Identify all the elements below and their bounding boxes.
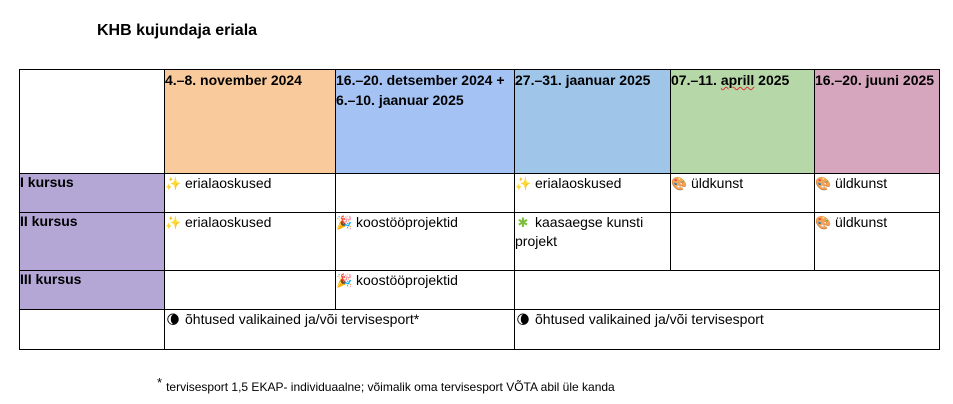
cell-r1-apr <box>671 174 815 213</box>
cell-evening-left <box>165 310 515 350</box>
cell-text: koostööprojektid <box>356 214 458 230</box>
header-june: 16.–20. juuni 2025 <box>815 70 940 174</box>
row-label-third-year: III kursus <box>20 271 165 310</box>
table-row <box>20 174 940 213</box>
cell-text: kaasaegse kunsti projekt <box>515 214 644 249</box>
cell-r2-jun <box>815 213 940 271</box>
cell-r2-nov <box>165 213 336 271</box>
magic-wand-icon: ✨ <box>515 176 532 191</box>
footnote-mark: * <box>157 375 163 390</box>
moon-icon: 🌘 <box>166 312 180 327</box>
cell-r2-dec <box>336 213 515 271</box>
header-april-dates: 07.–11. <box>671 72 721 88</box>
cell-text: õhtused valikained ja/või tervisesport <box>535 311 764 327</box>
cell-text: koostööprojektid <box>356 272 458 288</box>
pinata-icon: 🎉 <box>336 215 353 230</box>
magic-wand-icon: ✨ <box>165 215 182 230</box>
cell-r1-dec <box>336 174 515 213</box>
cell-r2-jan <box>515 213 671 271</box>
cell-text: erialaoskused <box>185 175 272 191</box>
palette-icon: 🎨 <box>815 176 832 191</box>
footnote <box>157 375 615 394</box>
cell-r1-nov <box>165 174 336 213</box>
row-label-second-year: II kursus <box>20 213 165 271</box>
header-january: 27.–31. jaanuar 2025 <box>515 70 671 174</box>
table-row <box>20 310 940 350</box>
header-december: 16.–20. detsember 2024 + 6.–10. jaanuar 2025 <box>336 70 515 174</box>
cell-r3-dec <box>336 271 515 310</box>
pinata-icon: 🎉 <box>336 273 353 288</box>
magic-wand-icon: ✨ <box>165 176 182 191</box>
schedule-table <box>19 69 940 350</box>
cell-r1-jan <box>515 174 671 213</box>
cell-evening-right <box>515 310 940 350</box>
cell-r4-label <box>20 310 165 350</box>
cell-text: üldkunst <box>691 175 744 191</box>
cell-text: üldkunst <box>835 175 888 191</box>
corner-cell <box>20 70 165 174</box>
header-april-month: aprill <box>720 72 755 88</box>
cell-text: üldkunst <box>835 214 888 230</box>
header-april-year: 2025 <box>754 72 790 88</box>
cell-r3-nov <box>165 271 336 310</box>
palette-icon: 🎨 <box>671 176 688 191</box>
table-row <box>20 271 940 310</box>
puzzle-icon: ✱ <box>517 215 529 230</box>
cell-r1-jun <box>815 174 940 213</box>
cell-r2-apr <box>671 213 815 271</box>
cell-r3-rest <box>515 271 940 310</box>
footnote-text: tervisesport 1,5 EKAP- individuaalne; võimalik oma tervisesport VÕTA abil üle kanda <box>166 380 615 394</box>
moon-icon: 🌘 <box>516 312 530 327</box>
cell-text: õhtused valikained ja/või tervisesport* <box>185 311 420 327</box>
page-title: KHB kujundaja eriala <box>97 22 258 39</box>
palette-icon: 🎨 <box>815 215 832 230</box>
header-november: 4.–8. november 2024 <box>165 70 336 174</box>
table-row <box>20 213 940 271</box>
header-april <box>671 70 815 174</box>
cell-text: erialaoskused <box>535 175 622 191</box>
row-label-first-year: I kursus <box>20 174 165 213</box>
header-row <box>20 70 940 174</box>
cell-text: erialaoskused <box>185 214 272 230</box>
